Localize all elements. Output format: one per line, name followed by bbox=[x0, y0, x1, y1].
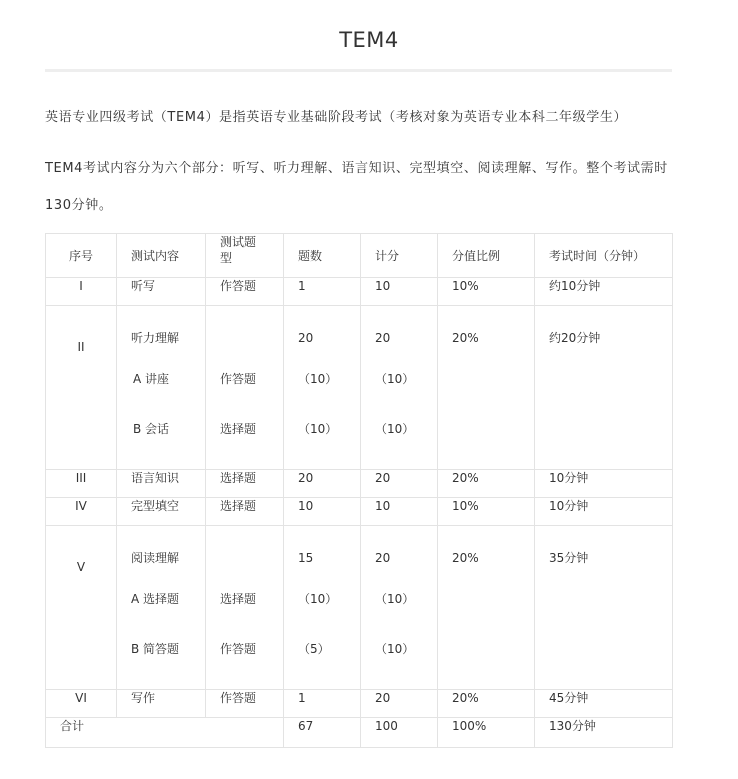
row-time: 35分钟 bbox=[535, 526, 673, 690]
row-type-cell bbox=[206, 306, 284, 470]
exam-structure-table bbox=[45, 233, 673, 748]
row-time: 45分钟 bbox=[535, 690, 673, 718]
title-divider bbox=[45, 69, 672, 72]
row-count: 1 bbox=[284, 690, 361, 718]
row-ratio: 20% bbox=[438, 526, 535, 690]
row-type: 作答题 bbox=[206, 690, 284, 718]
row-score: 20 bbox=[375, 551, 391, 565]
row-sub-content: B 会话 bbox=[133, 422, 170, 436]
total-label: 合计 bbox=[46, 718, 284, 748]
row-sub-content: A 选择题 bbox=[131, 592, 180, 606]
row-ratio: 20% bbox=[438, 470, 535, 498]
row-ratio: 20% bbox=[438, 306, 535, 470]
row-sub-count: （10） bbox=[298, 372, 338, 386]
header-type: 测试题型 bbox=[206, 234, 284, 278]
row-sub-type: 作答题 bbox=[220, 642, 257, 656]
header-count: 题数 bbox=[284, 234, 361, 278]
table-row bbox=[46, 306, 673, 470]
header-ratio: 分值比例 bbox=[438, 234, 535, 278]
row-no: I bbox=[46, 278, 117, 306]
row-content: 听力理解 bbox=[131, 331, 180, 345]
row-no: II bbox=[46, 306, 117, 470]
row-score-cell bbox=[361, 526, 438, 690]
table-row bbox=[46, 526, 673, 690]
row-ratio: 20% bbox=[438, 690, 535, 718]
row-content: 听写 bbox=[117, 278, 206, 306]
row-sub-score: （10） bbox=[375, 642, 415, 656]
row-score-cell bbox=[361, 306, 438, 470]
row-count-cell bbox=[284, 526, 361, 690]
row-ratio: 10% bbox=[438, 278, 535, 306]
table-header-row bbox=[46, 234, 673, 278]
header-no: 序号 bbox=[46, 234, 117, 278]
row-sub-content: B 简答题 bbox=[131, 642, 180, 656]
table-row bbox=[46, 278, 673, 306]
row-score: 10 bbox=[361, 278, 438, 306]
row-no: V bbox=[46, 526, 117, 690]
row-score: 20 bbox=[361, 690, 438, 718]
row-content-cell bbox=[117, 306, 206, 470]
total-time: 130分钟 bbox=[535, 718, 673, 748]
row-sub-count: （10） bbox=[298, 422, 338, 436]
row-sub-count: （5） bbox=[298, 642, 330, 656]
row-no: VI bbox=[46, 690, 117, 718]
row-ratio: 10% bbox=[438, 498, 535, 526]
row-content: 阅读理解 bbox=[131, 551, 180, 565]
table-total-row bbox=[46, 718, 673, 748]
row-time: 10分钟 bbox=[535, 470, 673, 498]
row-time: 10分钟 bbox=[535, 498, 673, 526]
row-time: 约10分钟 bbox=[535, 278, 673, 306]
intro-paragraph-2-continued: 130分钟。 bbox=[45, 198, 113, 213]
row-count-cell bbox=[284, 306, 361, 470]
row-type: 选择题 bbox=[206, 498, 284, 526]
row-sub-type: 作答题 bbox=[220, 372, 257, 386]
row-count: 20 bbox=[284, 470, 361, 498]
row-score: 20 bbox=[361, 470, 438, 498]
row-content-cell bbox=[117, 526, 206, 690]
row-type-cell bbox=[206, 526, 284, 690]
row-count: 10 bbox=[284, 498, 361, 526]
total-ratio: 100% bbox=[438, 718, 535, 748]
row-score: 20 bbox=[375, 331, 391, 345]
header-content: 测试内容 bbox=[117, 234, 206, 278]
table-row bbox=[46, 470, 673, 498]
row-score: 10 bbox=[361, 498, 438, 526]
page-title: TEM4 bbox=[339, 28, 399, 52]
row-type: 作答题 bbox=[206, 278, 284, 306]
row-content: 语言知识 bbox=[117, 470, 206, 498]
row-sub-count: （10） bbox=[298, 592, 338, 606]
header-score: 计分 bbox=[361, 234, 438, 278]
row-time: 约20分钟 bbox=[535, 306, 673, 470]
row-sub-score: （10） bbox=[375, 592, 415, 606]
total-score: 100 bbox=[361, 718, 438, 748]
row-no: III bbox=[46, 470, 117, 498]
row-sub-type: 选择题 bbox=[220, 592, 257, 606]
row-sub-content: A 讲座 bbox=[133, 372, 170, 386]
table-row bbox=[46, 498, 673, 526]
row-content: 完型填空 bbox=[117, 498, 206, 526]
total-count: 67 bbox=[284, 718, 361, 748]
row-sub-type: 选择题 bbox=[220, 422, 257, 436]
row-content: 写作 bbox=[117, 690, 206, 718]
row-no: IV bbox=[46, 498, 117, 526]
row-count: 1 bbox=[284, 278, 361, 306]
header-time: 考试时间（分钟） bbox=[535, 234, 673, 278]
row-sub-score: （10） bbox=[375, 422, 415, 436]
intro-paragraph-2: TEM4考试内容分为六个部分：听写、听力理解、语言知识、完型填空、阅读理解、写作。整个考试需时 bbox=[45, 161, 668, 176]
row-sub-score: （10） bbox=[375, 372, 415, 386]
row-count: 15 bbox=[298, 551, 314, 565]
intro-paragraph-1: 英语专业四级考试（TEM4）是指英语专业基础阶段考试（考核对象为英语专业本科二年级学生） bbox=[45, 110, 628, 125]
row-type: 选择题 bbox=[206, 470, 284, 498]
row-count: 20 bbox=[298, 331, 314, 345]
table-row bbox=[46, 690, 673, 718]
